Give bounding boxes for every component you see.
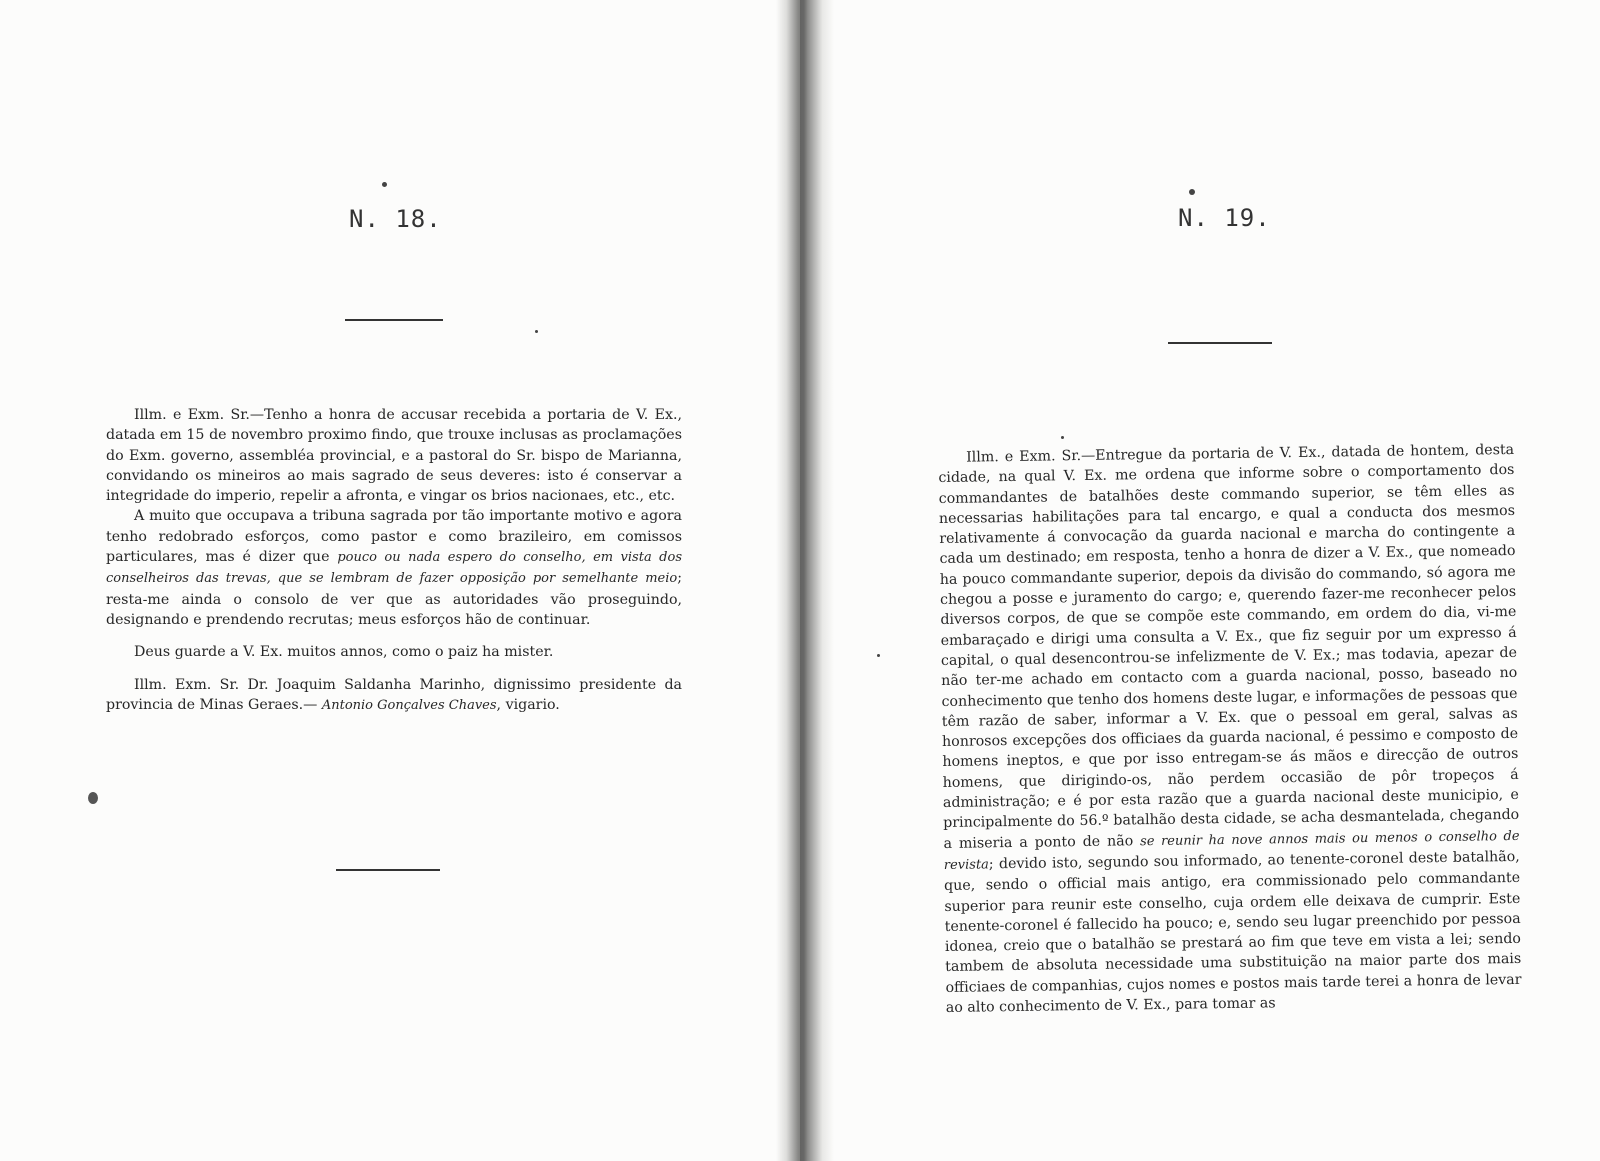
- paragraph-text: Illm. e Exm. Sr.—Tenho a honra de accusar recebida a portaria de V. Ex., datada em 15 de novembro proximo findo, que trouxe inclusas as proclamações do Exm. governo, assembléa provincial, e a pastoral do Sr. bispo de Marianna, convidando os mineiros ao mais sagrado de seus deveres: isto é conservar a integridade do imperio, repelir a afronta, e vingar os brios nacionaes, etc., etc.: [106, 407, 682, 505]
- signature-name: Antonio Gonçalves Chaves: [321, 697, 497, 713]
- closing-salutation: [106, 642, 682, 662]
- letter-body: [938, 440, 1522, 1018]
- paragraph-text: Illm. e Exm. Sr.—Entregue da portaria de V. Ex., datada de hontem, desta cidade, na qual V. Ex. me ordena que informe sobre o comportamento dos commandantes de batalhões deste commando superior, se têm elles as necessarias habilitações para tal encargo, e qual a conducta dos mesmos relativamente á convocação da guarda nacional e marcha do contingente a cada um destinado; em resposta, tenho a honra de dizer a V. Ex., que nomeado ha pouco commandante superior, depois da divisão do commando, só agora me chegou a posse e juramento do cargo; e, querendo fazer-me reconhecer pelos diversos corpos, de que se compõe este commando, em ordem do dia, vi-me embaraçado e dirigi uma consulta a V. Ex., que fiz seguir por um expresso á capital, o qual desencontrou-se infelizmente de V. Ex.; mas todavia, apezar de não ter-me achado em contacto com a guarda nacional, posso, baseado no conhecimento que tenho dos homens deste lugar, e informações de pessoas que têm razão de saber, informar a V. Ex. que o pessoal em geral, salvas as honrosos excepções dos officiaes da guarda nacional, é pessimo e composto de homens ineptos, e que por isso entregam-se ás mãos e direcção de outros homens, que dirigindo-os, não perdem occasião de pôr tropeços á administração; e é por esta razão que a guarda nacional deste municipio, e principalmente do 56.º batalhão desta cidade, se acha desmantelada, chegando a miseria a ponto de não: [938, 441, 1520, 852]
- paragraph-text: ; resta-me ainda o consolo de ver que as autoridades vão proseguindo, designando e prendendo recrutas; meus esforços hão de continuar.: [106, 570, 682, 628]
- signature-title: , vigario.: [496, 696, 560, 713]
- document-number-heading: N. 18.: [349, 205, 442, 233]
- italic-quote: pouco ou nada espero do conselho, em vista dos conselheiros das trevas, que se lembram de fazer opposição por semelhante meio: [106, 550, 682, 587]
- document-number-heading: N. 19.: [1178, 204, 1271, 232]
- speck: [877, 654, 880, 657]
- end-rule: [336, 869, 440, 871]
- speck: [1061, 436, 1064, 439]
- letter-paragraph: [938, 440, 1522, 1018]
- paragraph-text: A muito que occupava a tribuna sagrada por tão importante motivo e agora tenho redobrado esforços, como pastor e como brazileiro, em comissos particulares, mas é dizer que: [106, 508, 682, 566]
- separator-rule: [345, 319, 443, 321]
- separator-rule: [1168, 342, 1272, 344]
- speck: [88, 792, 98, 804]
- speck: [535, 330, 538, 333]
- binding-crease: [800, 0, 808, 1161]
- addressee-text: Illm. Exm. Sr. Dr. Joaquim Saldanha Marinho, dignissimo presidente da provincia de Minas Geraes.—: [106, 676, 682, 713]
- speck: [382, 182, 387, 187]
- addressee-and-signature: [106, 675, 682, 717]
- speck: [1189, 189, 1195, 195]
- right-page: [800, 0, 1600, 1161]
- closing-text: Deus guarde a V. Ex. muitos annos, como o paiz ha mister.: [134, 644, 554, 661]
- letter-body: [106, 405, 682, 716]
- paragraph-text: ; devido isto, segundo sou informado, ao tenente-coronel deste batalhão, que, sendo o official mais antigo, era commissionado pelo commandante superior para reunir este conselho, cuja ordem elle deixava de cumprir. Este tenente-coronel é fallecido ha pouco; e, sendo seu lugar preenchido por pessoa idonea, creio que o batalhão se prestará ao fim que teve em vista a lei; sendo tambem de absoluta necessidade uma substituição na maior parte dos mais officiaes de companhias, cujos nomes e postos mais tarde terei a honra de levar ao alto conhecimento de V. Ex., para tomar as: [944, 848, 1522, 1016]
- italic-phrase: se reunir ha nove annos mais ou menos o conselho de revista: [943, 828, 1520, 873]
- letter-paragraph: [106, 405, 682, 506]
- letter-paragraph: [106, 506, 682, 630]
